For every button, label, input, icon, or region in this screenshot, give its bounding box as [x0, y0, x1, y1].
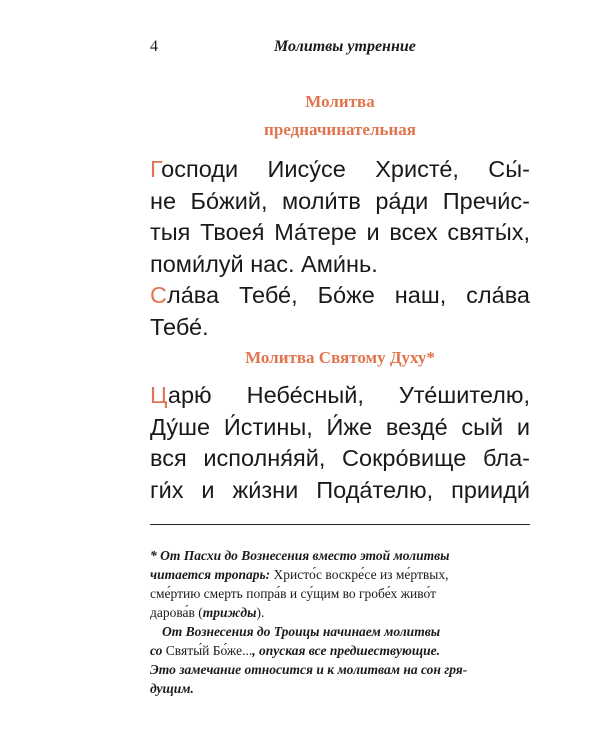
- running-head: [150, 38, 530, 62]
- text-line: Тебе́.: [150, 313, 209, 340]
- prayer1-heading-line2: предначинательная: [264, 120, 416, 139]
- footnote-line: сме́ртию смерть попра́в и су́щим во гробе́х живо́т: [150, 586, 436, 601]
- prayer2-heading: Молитва Святому Духу*: [245, 348, 435, 367]
- footnote-line: Это замечание относится и к молитвам на сон гря-: [150, 662, 468, 677]
- text-line: не Бо́жий, моли́тв ра́ди Пречи́с-: [150, 187, 530, 214]
- text-line: Ду́ше И́стины, И́же везде́ сый и: [150, 413, 530, 440]
- text-line: Сла́ва Тебе́, Бо́же наш, сла́ва: [150, 282, 530, 308]
- text-line: вся исполня́яй, Сокро́вище бла-: [150, 445, 530, 471]
- prayer1-heading-line1: Молитва: [305, 92, 375, 111]
- text-line: поми́луй нас. Ами́нь.: [150, 250, 378, 277]
- running-head-title: Молитвы утренние: [274, 38, 416, 55]
- footnote-line: со Святы́й Бо́же..., опуская все предшествующие.: [150, 643, 440, 658]
- text-line: Господи Иису́се Христе́, Сы́-: [150, 156, 530, 182]
- red-initial: Г: [150, 156, 162, 182]
- red-initial: Ц: [150, 382, 168, 408]
- footnote-line: * От Пасхи до Вознесения вместо этой молитвы: [150, 548, 450, 563]
- text-line: тыя Твоея́ Ма́тере и всех святы́х,: [150, 219, 530, 245]
- footnote-line: читается тропарь: Христо́с воскре́се из ме́ртвых,: [150, 567, 449, 582]
- prayer1-paragraph1: [150, 154, 530, 280]
- footnote-divider: [150, 524, 530, 525]
- prayer1-paragraph2: [150, 280, 530, 343]
- text-line: Царю́ Небе́сный, Уте́шителю,: [150, 382, 530, 408]
- text-line: ги́х и жи́зни Пода́телю, прииди́: [150, 476, 530, 503]
- footnote: [150, 546, 530, 698]
- footnote-line: дущим.: [150, 681, 194, 696]
- footnote-line: дарова́в (трижды).: [150, 605, 265, 620]
- page-number: 4: [150, 38, 158, 55]
- red-initial: С: [150, 282, 167, 308]
- prayer2-paragraph1: [150, 380, 530, 506]
- footnote-line: От Вознесения до Троицы начинаем молитвы: [162, 624, 441, 639]
